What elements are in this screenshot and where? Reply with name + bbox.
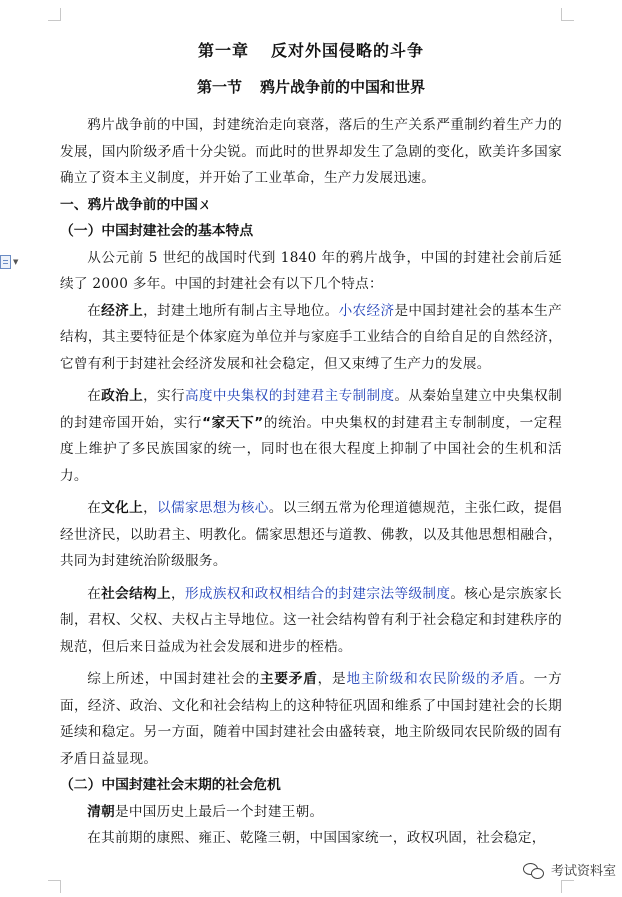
society-key: 社会结构上 (101, 585, 171, 602)
chapter-name: 反对外国侵略的斗争 (271, 41, 425, 60)
section-title (60, 76, 562, 102)
culture-paragraph: 在文化上，以儒家思想为核心。以三纲五常为伦理道德规范，主张仁政，提倡经世济民，以助君主、明教化。儒家思想还与道教、佛教，以及其他思想相融合，共同为封建统治阶级服务。 (60, 500, 562, 569)
summary-key: 主要矛盾 (260, 671, 318, 687)
page-corner-mark (48, 8, 61, 21)
culture-key: 文化上 (101, 500, 144, 516)
section-name: 鸦片战争前的中国和世界 (260, 78, 426, 96)
subsection-intro: 从公元前 5 世纪的战国时代到 1840 年的鸦片战争，中国的封建社会前后延续了 2000 多年。中国的封建社会有以下几个特点： (60, 249, 562, 292)
society-paragraph: 在社会结构上，形成族权和政权相结合的封建宗法等级制度。核心是宗族家长制，君权、父权、夫权占主导地位。这一社会结构曾有利于社会稳定和封建秩序的规范，但后来日益成为社会发展和进步的桎梏。 (60, 585, 562, 655)
society-highlight: 形成族权和政权相结合的封建宗法等级制度 (184, 585, 451, 602)
chapter-label: 第一章 (197, 41, 249, 60)
section-label: 第一节 (196, 78, 242, 96)
document-icon (0, 255, 11, 269)
economy-paragraph: 在经济上，封建土地所有制占主导地位。小农经济是中国封建社会的基本生产结构，其主要特征是个体家庭为单位并与家庭手工业结合的自给自足的自然经济，它曾有利于封建社会经济发展和社会稳定，但又束缚了生产力的发展。 (60, 302, 562, 372)
culture-highlight: 以儒家思想为核心 (157, 500, 269, 516)
politics-key: 政治上 (101, 388, 144, 404)
page-corner-mark (561, 880, 574, 893)
subsection-heading: （一）中国封建社会的基本特点 (60, 223, 254, 239)
economy-highlight: 小农经济 (338, 302, 395, 319)
page-corner-mark (48, 880, 61, 893)
summary-highlight: 地主阶级和农民阶级的矛盾 (346, 671, 520, 687)
qing-paragraph: 清朝是中国历史上最后一个封建王朝。 (87, 803, 324, 820)
politics-highlight: 高度中央集权的封建君主专制制度 (184, 388, 395, 404)
document-body (60, 38, 562, 852)
intro-paragraph: 鸦片战争前的中国，封建统治走向衰落，落后的生产关系严重制约着生产力的发展，国内阶级矛盾十分尖锐。而此时的世界却发生了急剧的变化，欧美许多国家确立了资本主义制度，并开始了工业革命，生产力发展迅速。 (60, 117, 562, 186)
politics-bold: “家天下” (202, 414, 264, 431)
politics-paragraph: 在政治上，实行高度中央集权的封建君主专制制度。从秦始皇建立中央集权制的封建帝国开始，实行“家天下”的统治。中央集权的封建君主专制制度，一定程度上维护了多民族国家的统一，同时也在很大程度上抑制了中国社会的生机和活力。 (60, 388, 562, 484)
wechat-icon (523, 861, 545, 879)
summary-paragraph: 综上所述，中国封建社会的主要矛盾，是地主阶级和农民阶级的矛盾。一方面，经济、政治、文化和社会结构上的这种特征巩固和维系了中国封建社会的长期延续和稳定。另一方面，随着中国封建社会由盛转衰，地主阶级同农民阶级的固有矛盾日益显现。 (60, 671, 563, 767)
last-paragraph: 在其前期的康熙、雍正、乾隆三朝，中国国家统一，政权巩固，社会稳定， (87, 830, 546, 846)
part-heading: 一、鸦片战争前的中国ㄨ (60, 196, 212, 213)
economy-key: 经济上 (101, 302, 144, 319)
watermark (523, 860, 616, 879)
watermark-text: 考试资料室 (550, 864, 616, 879)
subsection-heading: （二）中国封建社会末期的社会危机 (60, 777, 281, 793)
chevron-down-icon: ▼ (13, 258, 19, 266)
page-corner-mark (561, 8, 574, 21)
paragraph-options-icon[interactable] (0, 254, 22, 270)
qing-key: 清朝 (87, 803, 115, 820)
chapter-title (60, 38, 562, 66)
